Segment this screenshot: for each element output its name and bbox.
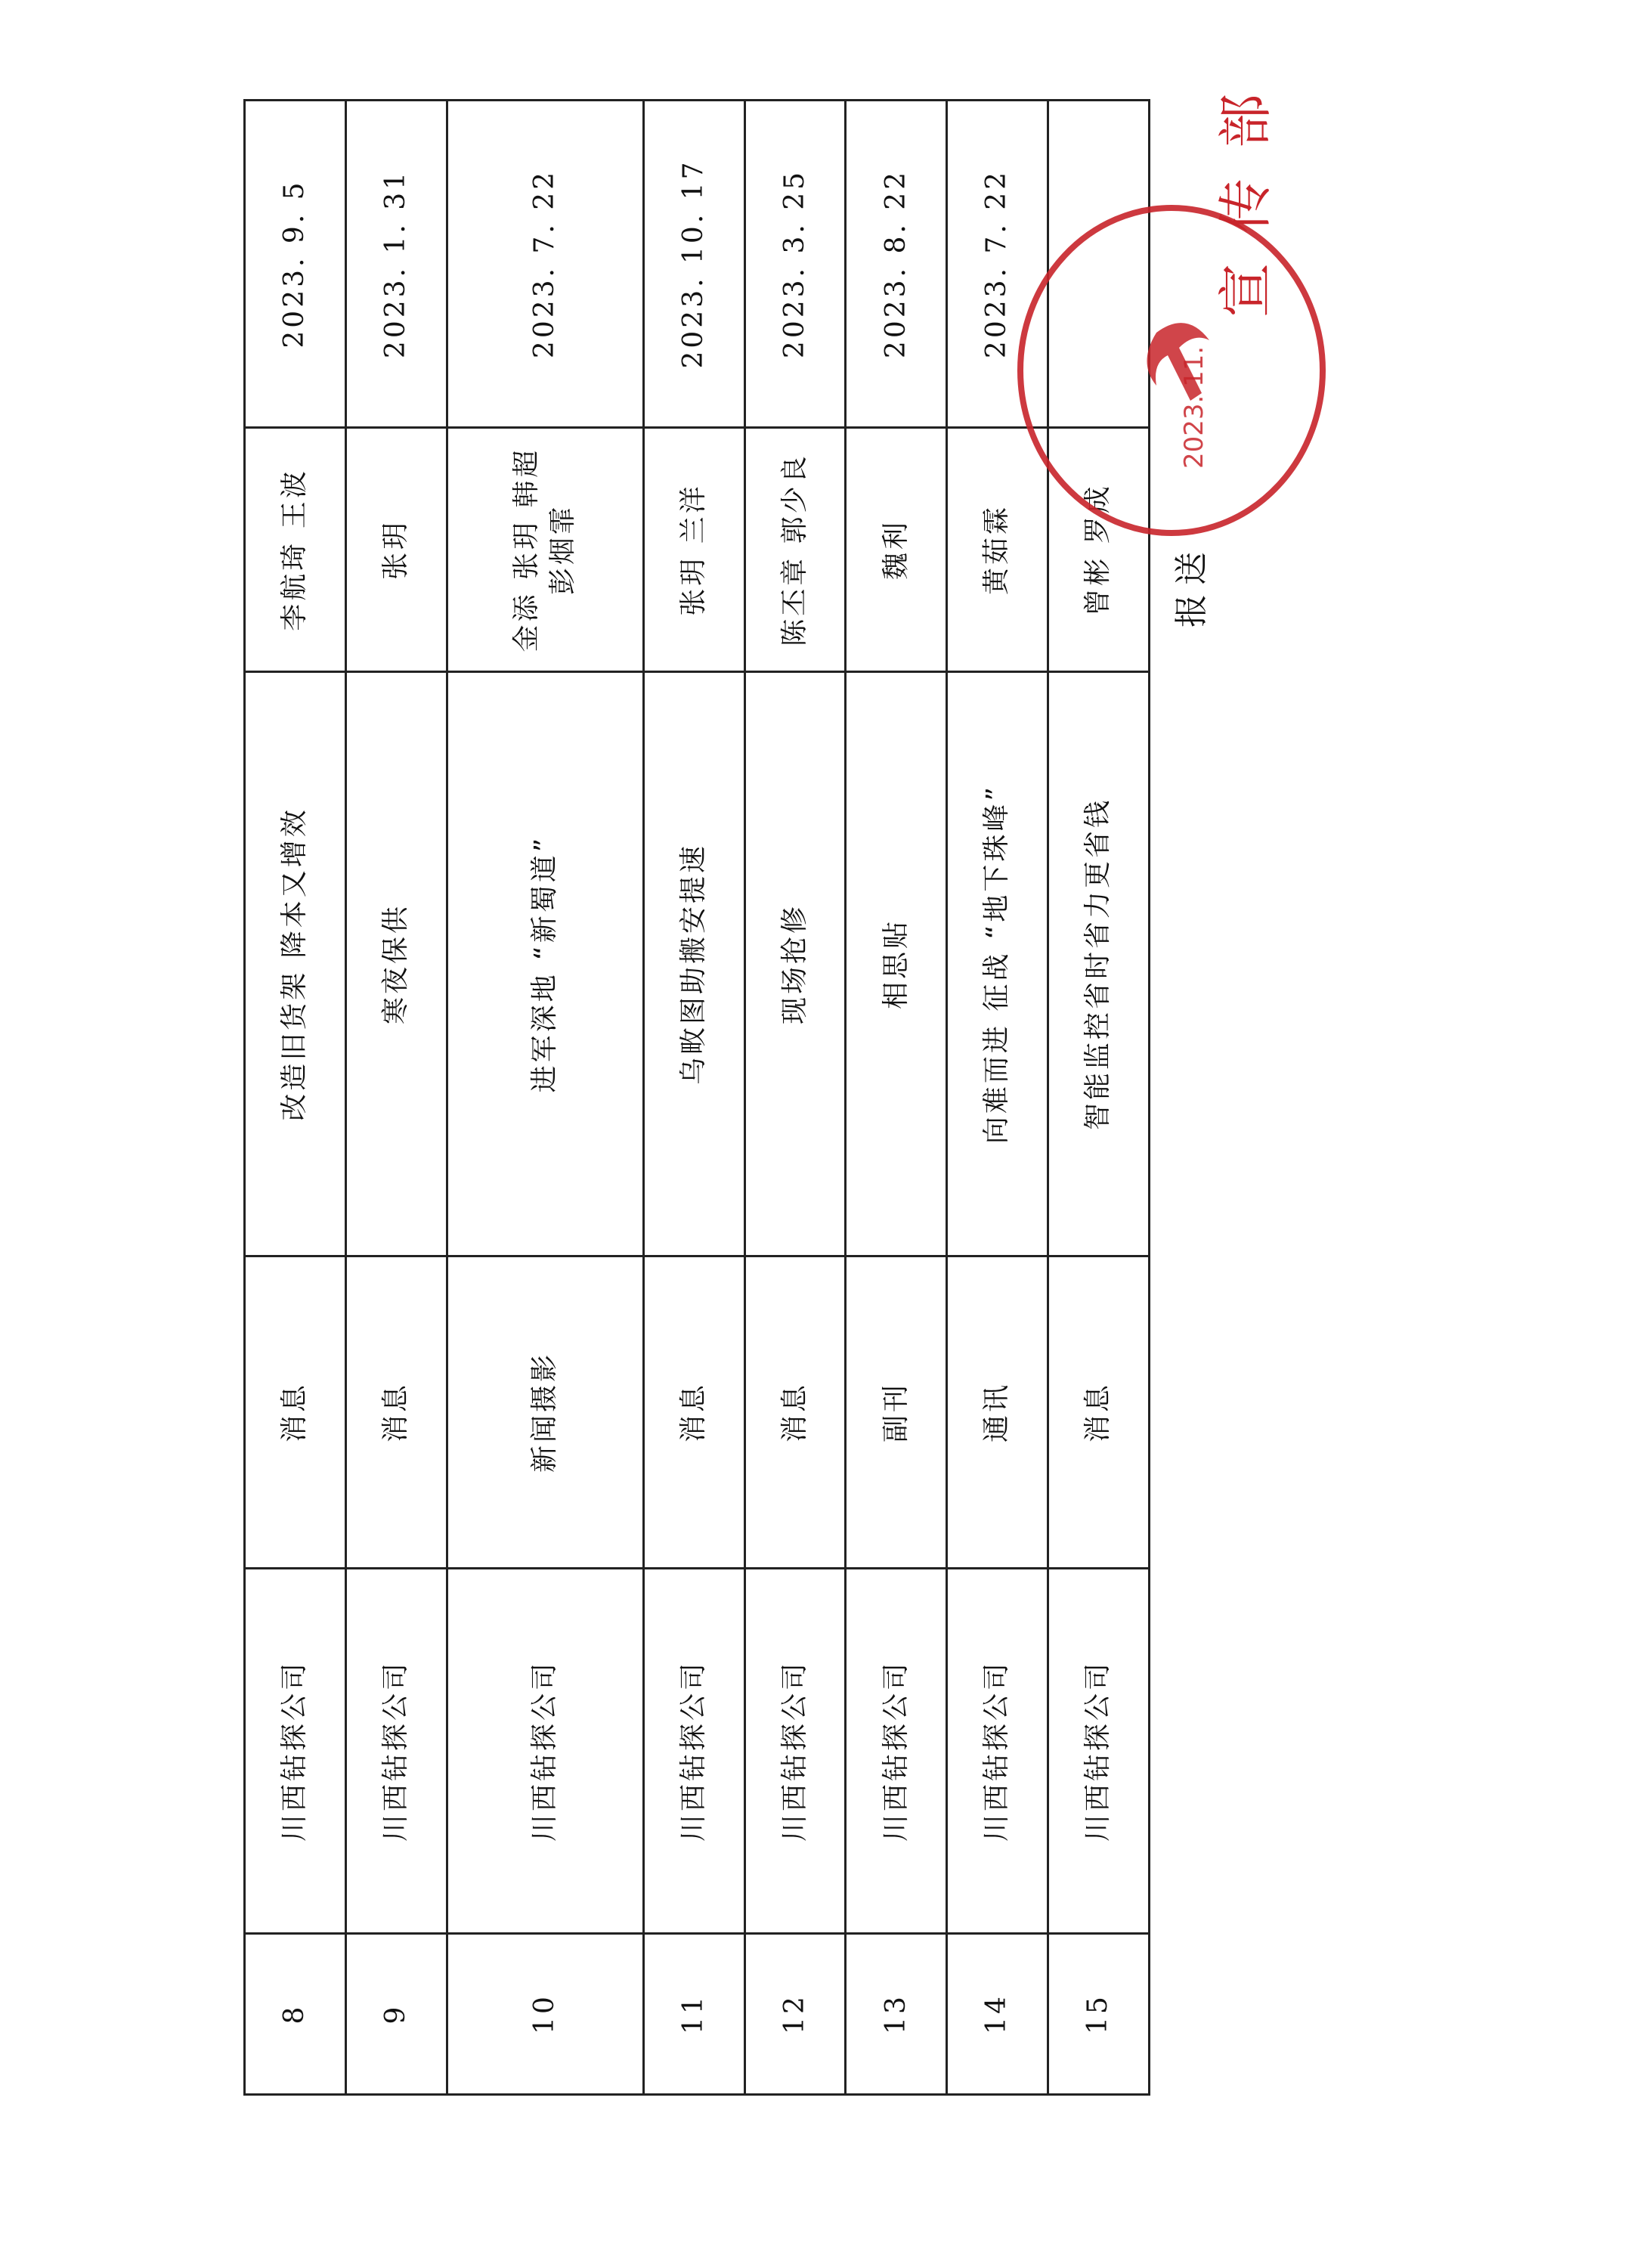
- row-number: 8: [245, 1934, 346, 2095]
- title-cell: 智能监控省时省力更省钱: [1048, 672, 1150, 1256]
- type-cell: 消息: [643, 1256, 744, 1569]
- title-cell: 向难而进 征战 “地下珠峰”: [947, 672, 1048, 1256]
- table-row: [846, 101, 947, 2095]
- type-cell: 消息: [1048, 1256, 1150, 1569]
- type-cell: 消息: [345, 1256, 447, 1569]
- authors-cell: 张玥 兰洋: [643, 428, 744, 672]
- unit-cell: 川西钻探公司: [245, 1569, 346, 1934]
- row-number: 10: [447, 1934, 643, 2095]
- row-number: 13: [846, 1934, 947, 2095]
- type-cell: 副刊: [846, 1256, 947, 1569]
- title-cell: 寒夜保供: [345, 672, 447, 1256]
- authors-cell: 魏利: [846, 428, 947, 672]
- authors-cell: 金添 张玥 韩超 彭烟霏: [447, 428, 643, 672]
- table-row: [245, 101, 346, 2095]
- date-cell: 2023. 3. 25: [744, 101, 846, 428]
- date-cell: 2023. 1. 31: [345, 101, 447, 428]
- unit-cell: 川西钻探公司: [846, 1569, 947, 1934]
- red-seal: [998, 189, 1330, 544]
- title-cell: 改造旧货架 降本又增效: [245, 672, 346, 1256]
- table-row: [744, 101, 846, 2095]
- unit-cell: 川西钻探公司: [447, 1569, 643, 1934]
- type-cell: 消息: [744, 1256, 846, 1569]
- seal-date: 2023. 11.: [1179, 345, 1209, 469]
- authors-cell: 黄茹霖: [947, 428, 1048, 672]
- type-cell: 新闻摄影: [447, 1256, 643, 1569]
- authors-cell: 李航琦 王波: [245, 428, 346, 672]
- table-row: [345, 101, 447, 2095]
- footer-label: 报送: [1172, 543, 1211, 627]
- type-cell: 消息: [245, 1256, 346, 1569]
- unit-cell: 川西钻探公司: [1048, 1569, 1150, 1934]
- row-number: 9: [345, 1934, 447, 2095]
- authors-cell: 曾彬 罗成: [1048, 428, 1150, 672]
- seal-text: 宣传部: [1214, 63, 1277, 318]
- title-cell: 现场抢修: [744, 672, 846, 1256]
- date-cell: 2023. 7. 22: [947, 101, 1048, 428]
- authors-cell: 张玥: [345, 428, 447, 672]
- row-number: 12: [744, 1934, 846, 2095]
- unit-cell: 川西钻探公司: [345, 1569, 447, 1934]
- date-cell: 2023. 9. 5: [245, 101, 346, 428]
- title-cell: 相思贴: [846, 672, 947, 1256]
- unit-cell: 川西钻探公司: [947, 1569, 1048, 1934]
- table-row: [643, 101, 744, 2095]
- table-row: [447, 101, 643, 2095]
- title-cell: 乌畋图助搬安提速: [643, 672, 744, 1256]
- title-cell: 进军深地 “新蜀道”: [447, 672, 643, 1256]
- row-number: 14: [947, 1934, 1048, 2095]
- date-cell: 2023. 10. 17: [643, 101, 744, 428]
- type-cell: 通讯: [947, 1256, 1048, 1569]
- unit-cell: 川西钻探公司: [643, 1569, 744, 1934]
- unit-cell: 川西钻探公司: [744, 1569, 846, 1934]
- date-cell: 2023. 7. 22: [447, 101, 643, 428]
- date-cell: 2023. 8. 22: [846, 101, 947, 428]
- row-number: 11: [643, 1934, 744, 2095]
- authors-cell: 陈丕章 郭少良: [744, 428, 846, 672]
- row-number: 15: [1048, 1934, 1150, 2095]
